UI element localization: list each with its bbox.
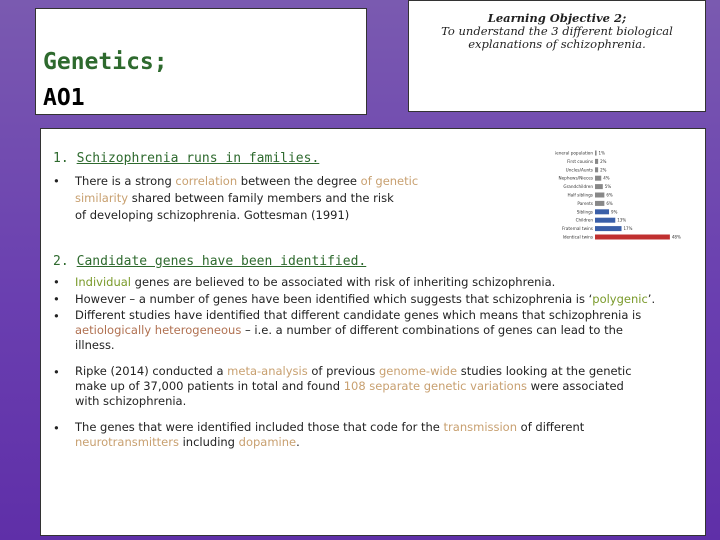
- text-span: make up of 37,000 patients in total and found: [75, 379, 344, 393]
- text-span: shared between family members and the risk: [128, 191, 394, 205]
- text-span: were associated: [527, 379, 624, 393]
- text-span: of developing schizophrenia. Gottesman (1991): [75, 208, 350, 222]
- bullet-text: [75, 364, 632, 409]
- keyword-correlation: correlation: [175, 174, 238, 188]
- text-span: genes are believed to be associated with risk of inheriting schizophrenia.: [131, 275, 556, 289]
- keyword-individual: Individual: [75, 275, 132, 289]
- chart-value-label: 2%: [600, 158, 607, 164]
- chart-bar: [595, 226, 622, 231]
- text-span: There is a strong: [75, 174, 176, 188]
- objective-heading: Learning Objective 2;: [487, 11, 627, 25]
- text-span: – i.e. a number of different combinations of genes can lead to the: [241, 323, 623, 337]
- bullet-dot: •: [53, 309, 60, 323]
- chart-value-label: 2%: [600, 167, 607, 173]
- chart-bar: [595, 193, 604, 198]
- chart-category-label: Half siblings: [567, 192, 593, 198]
- chart-category-label: Identical twins: [562, 234, 593, 240]
- objective-text: To understand the 3 different biological explanations of schizophrenia.: [441, 24, 673, 51]
- bullet-text: [75, 173, 418, 224]
- chart-value-label: 6%: [606, 192, 613, 198]
- chart-category-label: Uncles/Aunts: [565, 167, 593, 173]
- keyword-meta-analysis: meta-analysis: [227, 364, 308, 378]
- chart-bar: [595, 184, 603, 189]
- text-span: of different: [517, 420, 585, 434]
- chart-category-label: Parents: [577, 200, 593, 206]
- family-risk-chart: [555, 145, 681, 245]
- chart-bar: [595, 159, 598, 164]
- chart-bar: [595, 167, 598, 172]
- chart-value-label: 48%: [671, 234, 681, 240]
- chart-value-label: 6%: [606, 200, 613, 206]
- point-1-title: Schizophrenia runs in families.: [76, 151, 320, 166]
- text-span: However – a number of genes have been identified which suggests that schizophrenia is ‘: [75, 292, 593, 306]
- chart-category-label: Children: [575, 217, 593, 223]
- bullet-text: [75, 420, 584, 450]
- title-box: [35, 8, 367, 115]
- keyword-genetic-variations: 108 separate genetic variations: [343, 379, 527, 393]
- bullet-text: [75, 308, 641, 353]
- text-span: illness.: [75, 338, 115, 352]
- point-1-number: 1.: [53, 151, 69, 166]
- text-span: of previous: [307, 364, 379, 378]
- chart-category-label: Nephews/Nieces: [558, 175, 593, 181]
- text-span: Different studies have identified that different candidate genes which means that schizophrenia is: [75, 308, 642, 322]
- keyword-neurotransmitters: neurotransmitters: [75, 435, 179, 449]
- keyword-genome-wide: genome-wide: [378, 364, 458, 378]
- learning-objective-box: [408, 0, 706, 112]
- point-2-heading: [53, 254, 366, 269]
- chart-value-label: 13%: [617, 217, 627, 223]
- keyword-similarity: similarity: [75, 191, 129, 205]
- text-span: Ripke (2014) conducted a: [75, 364, 228, 378]
- text-span: with schizophrenia.: [75, 394, 187, 408]
- chart-svg: [555, 145, 681, 245]
- keyword-dopamine: dopamine: [238, 435, 297, 449]
- text-span: including: [178, 435, 239, 449]
- point-1-heading: [53, 151, 319, 166]
- bullet-text: [75, 291, 655, 308]
- chart-category-label: First cousins: [567, 158, 593, 164]
- chart-category-label: Siblings: [576, 209, 593, 215]
- bullet-text: [75, 274, 555, 291]
- bullet-dot: •: [53, 174, 60, 188]
- page-subtitle: AO1: [43, 85, 85, 111]
- text-span: The genes that were identified included those that code for the: [75, 420, 444, 434]
- bullet-dot: •: [53, 421, 60, 435]
- chart-value-label: 9%: [611, 209, 618, 215]
- chart-value-label: 1%: [598, 150, 605, 156]
- chart-bar: [595, 209, 609, 214]
- chart-bar: [595, 201, 604, 206]
- text-span: ’.: [647, 292, 656, 306]
- chart-bar: [595, 218, 615, 223]
- text-span: studies looking at the genetic: [457, 364, 632, 378]
- keyword-transmission: transmission: [443, 420, 518, 434]
- bullet-dot: •: [53, 292, 60, 306]
- chart-value-label: 4%: [603, 175, 610, 181]
- keyword-genetic: of genetic: [360, 174, 419, 188]
- chart-bar: [595, 176, 601, 181]
- bullet-dot: •: [53, 365, 60, 379]
- bullet-dot: •: [53, 275, 60, 289]
- page-title: Genetics;: [43, 49, 168, 75]
- chart-category-label: General population: [555, 150, 593, 156]
- point-2-title: Candidate genes have been identified.: [76, 254, 367, 269]
- keyword-heterogeneous: aetiologically heterogeneous: [75, 323, 242, 337]
- text-span: between the degree: [237, 174, 361, 188]
- text-span: .: [296, 435, 300, 449]
- point-2-number: 2.: [53, 254, 69, 269]
- chart-category-label: Fraternal twins: [561, 226, 593, 232]
- chart-bar: [595, 235, 670, 240]
- chart-category-label: Grandchildren: [563, 184, 593, 190]
- main-content: [40, 128, 706, 536]
- keyword-polygenic: polygenic: [592, 292, 648, 306]
- chart-value-label: 17%: [623, 226, 633, 232]
- chart-bar: [595, 151, 597, 156]
- chart-value-label: 5%: [604, 184, 612, 190]
